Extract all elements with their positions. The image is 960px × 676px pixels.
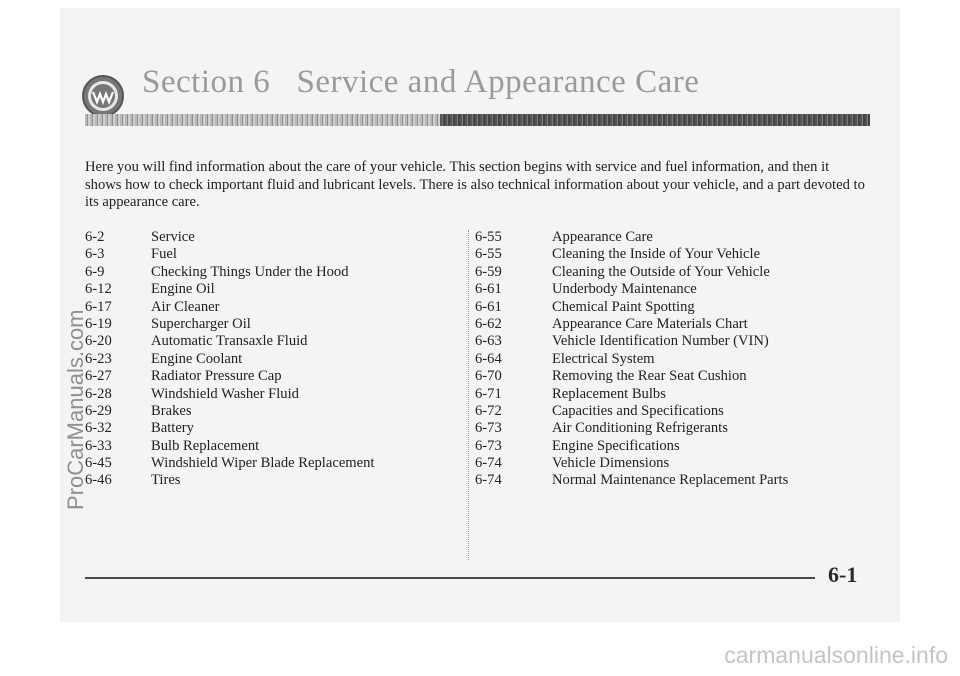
toc-entry (85, 403, 374, 420)
toc-title: Fuel (151, 246, 177, 263)
toc-page: 6-9 (85, 263, 105, 280)
toc-title: Replacement Bulbs (552, 385, 666, 402)
toc-entry (475, 455, 788, 472)
toc-page: 6-20 (85, 333, 112, 350)
toc-entry (85, 438, 374, 455)
toc-page: 6-64 (475, 350, 502, 367)
toc-title: Cleaning the Outside of Your Vehicle (552, 263, 770, 280)
toc-entry (475, 299, 788, 316)
toc-title: Engine Oil (151, 281, 215, 298)
toc-entry (85, 420, 374, 437)
toc-title: Normal Maintenance Replacement Parts (552, 472, 789, 489)
toc-title: Bulb Replacement (151, 437, 260, 454)
toc-page: 6-29 (85, 402, 112, 419)
toc-title: Automatic Transaxle Fluid (151, 333, 308, 350)
toc-entry (475, 403, 788, 420)
toc-title: Windshield Wiper Blade Replacement (151, 455, 375, 472)
footer-rule (85, 577, 815, 579)
toc-entry (475, 281, 788, 298)
toc-page: 6-61 (475, 281, 502, 298)
toc-page: 6-74 (475, 472, 502, 489)
toc-entry (85, 386, 374, 403)
toc-entry (85, 316, 374, 333)
toc-page: 6-33 (85, 437, 112, 454)
toc-entry (85, 351, 374, 368)
toc-title: Vehicle Dimensions (552, 455, 670, 472)
toc-title: Removing the Rear Seat Cushion (552, 368, 747, 385)
toc-title: Vehicle Identification Number (VIN) (552, 333, 769, 350)
vertical-watermark: ProCarManuals.com (63, 309, 88, 510)
buick-logo-icon (82, 75, 124, 117)
toc-entry (475, 472, 788, 489)
toc-page: 6-12 (85, 281, 112, 298)
toc-entry (85, 264, 374, 281)
toc-page: 6-55 (475, 229, 502, 245)
toc-entry (475, 264, 788, 281)
toc-entry (475, 229, 788, 246)
toc-page: 6-32 (85, 420, 112, 437)
bottom-watermark: carmanualsonline.info (724, 642, 948, 668)
toc-page: 6-45 (85, 455, 112, 472)
toc-title: Chemical Paint Spotting (552, 298, 695, 315)
toc-title: Engine Coolant (151, 350, 243, 367)
toc-entry (85, 299, 374, 316)
toc-entry (85, 472, 374, 489)
toc-page: 6-23 (85, 350, 112, 367)
toc-page: 6-73 (475, 437, 502, 454)
toc-entry (475, 420, 788, 437)
toc-title: Tires (151, 472, 181, 489)
toc-entry (475, 386, 788, 403)
toc-page: 6-3 (85, 246, 105, 263)
toc-entry (475, 438, 788, 455)
toc-title: Battery (151, 420, 194, 437)
toc-title: Appearance Care Materials Chart (552, 315, 748, 332)
toc-entry (85, 229, 374, 246)
toc-title: Electrical System (552, 350, 655, 367)
toc-page: 6-72 (475, 402, 502, 419)
toc-entry (475, 351, 788, 368)
toc-page: 6-46 (85, 472, 112, 489)
toc-entry (85, 246, 374, 263)
toc-title: Underbody Maintenance (552, 281, 697, 298)
toc-title: Cleaning the Inside of Your Vehicle (552, 246, 761, 263)
toc-page: 6-61 (475, 298, 502, 315)
intro-paragraph: Here you will find information about the care of your vehicle. This section begins with service and fuel information, and then it shows how to check important fluid and lubricant levels. There is also technical information about your vehicle, and a part devoted to its appearance care. (85, 159, 865, 211)
toc-title: Brakes (151, 402, 192, 419)
toc-entry (475, 246, 788, 263)
toc-entry (85, 281, 374, 298)
toc-entry (85, 333, 374, 350)
toc-title: Air Conditioning Refrigerants (552, 420, 728, 437)
toc-left-column (85, 229, 374, 490)
page-number: 6-1 (828, 562, 858, 587)
toc-title: Service (151, 229, 195, 245)
toc-title: Appearance Care (552, 229, 653, 245)
toc-entry (475, 368, 788, 385)
toc-title: Capacities and Specifications (552, 402, 724, 419)
toc-page: 6-74 (475, 455, 502, 472)
toc-title: Windshield Washer Fluid (151, 385, 299, 402)
toc-page: 6-59 (475, 263, 502, 280)
toc-page: 6-63 (475, 333, 502, 350)
toc-entry (475, 316, 788, 333)
column-divider (468, 230, 469, 560)
toc-entry (85, 368, 374, 385)
header-rule (85, 114, 870, 126)
toc-entry (475, 333, 788, 350)
toc-page: 6-55 (475, 246, 502, 263)
toc-page: 6-70 (475, 368, 502, 385)
toc-page: 6-19 (85, 315, 112, 332)
toc-title: Supercharger Oil (151, 315, 251, 332)
toc-page: 6-28 (85, 385, 112, 402)
toc-title: Checking Things Under the Hood (151, 263, 349, 280)
toc-right-column (475, 229, 788, 490)
toc-title: Air Cleaner (151, 298, 220, 315)
toc-page: 6-73 (475, 420, 502, 437)
toc-page: 6-62 (475, 315, 502, 332)
toc-page: 6-17 (85, 298, 112, 315)
toc-page: 6-2 (85, 229, 105, 245)
toc-page: 6-71 (475, 385, 502, 402)
toc-title: Radiator Pressure Cap (151, 368, 282, 385)
toc-entry (85, 455, 374, 472)
toc-title: Engine Specifications (552, 437, 680, 454)
section-title: Section 6 Service and Appearance Care (142, 64, 700, 100)
toc-page: 6-27 (85, 368, 112, 385)
